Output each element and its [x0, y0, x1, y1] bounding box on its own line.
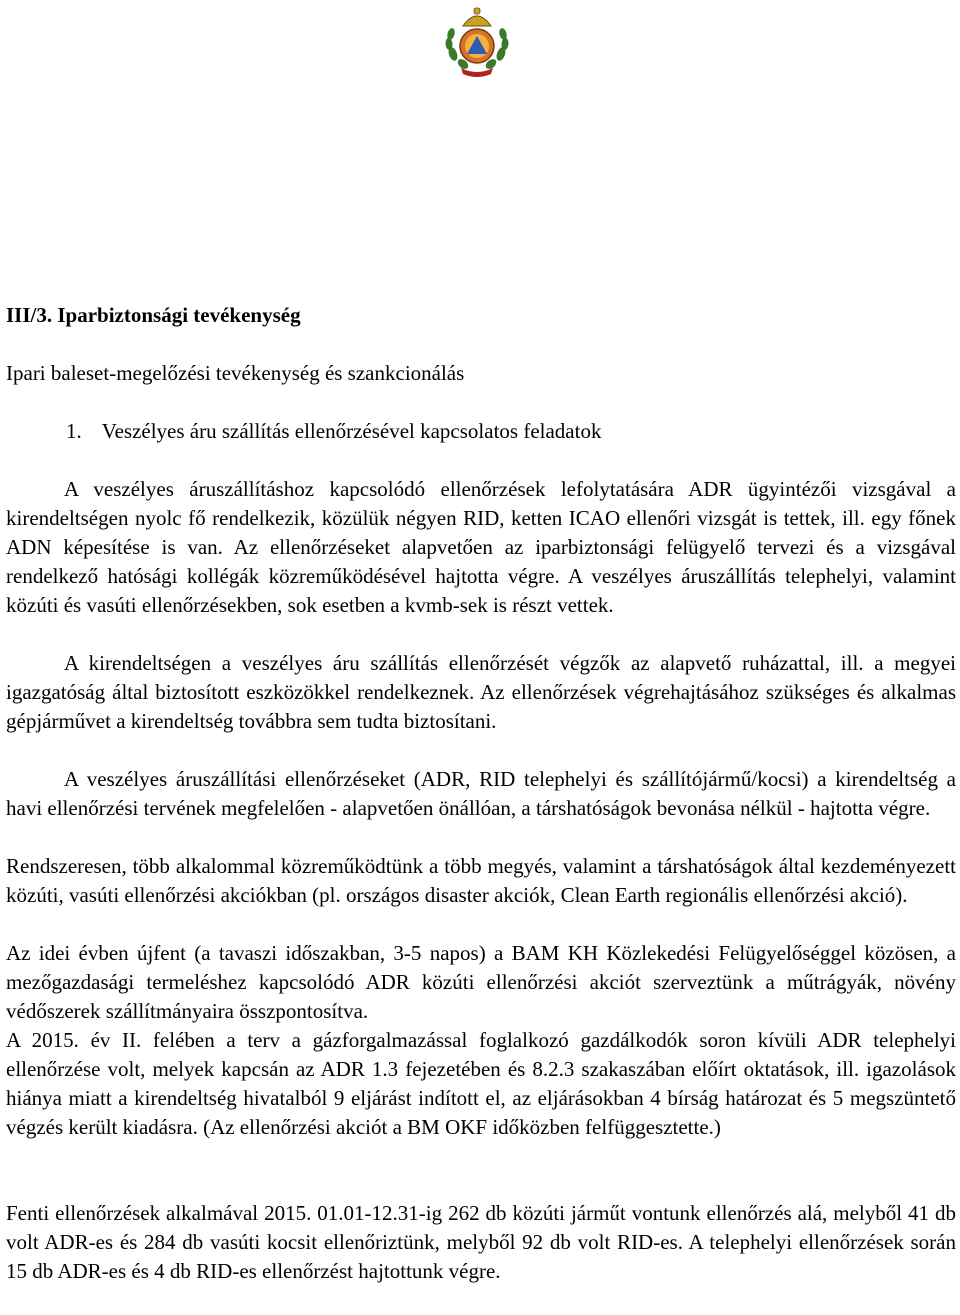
paragraph-joint-actions: Rendszeresen, több alkalommal közreműködtünk a több megyés, valamint a társhatóságok által kezdeményezett közúti, vasúti ellenőrzési akciókban (pl. országos disaster akciók, Clean Earth regionális ellenőrzési akció).	[6, 854, 956, 907]
section-title-text: Veszélyes áru szállítás ellenőrzésével kapcsolatos feladatok	[101, 419, 602, 443]
section-number: 1.	[66, 419, 82, 443]
civil-protection-emblem	[441, 4, 513, 80]
paragraph-inspections: A veszélyes áruszállítási ellenőrzéseket (ADR, RID telephelyi és szállítójármű/kocsi) a kirendeltség a havi ellenőrzési tervének megfelelően - alapvetően önállóan, a társhatóságok bevonása nélkül - hajtotta végre.	[6, 767, 956, 820]
subheading: Ipari baleset-megelőzési tevékenység és szankcionálás	[6, 361, 465, 385]
paragraph-statistics: Fenti ellenőrzések alkalmával 2015. 01.01-12.31-ig 262 db közúti járműt vontunk ellenőrzés alá, melyből 41 db volt ADR-es és 284 db vasúti kocsit ellenőriztünk, melyből 92 db volt RID-es. A telephelyi ellenőrzések során 15 db ADR-es és 4 db RID-es ellenőrzést hajtottunk végre.	[6, 1201, 956, 1283]
page-heading: III/3. Iparbiztonsági tevékenység	[6, 303, 301, 327]
paragraph-gas-distributors: A 2015. év II. felében a terv a gázforgalmazással foglalkozó gazdálkodók soron kívüli ADR telephelyi ellenőrzése volt, melyek kapcsán az ADR 1.3 fejezetében és 8.2.3 szakaszában előírt oktatások, ill. igazolások hiánya miatt a kirendeltség hivatalból 9 eljárást indított el, az eljárásokban 4 bírság határozat és 5 megszüntető végzés került kiadásra. (Az ellenőrzési akciót a BM OKF időközben felfüggesztette.)	[6, 1028, 956, 1139]
paragraph-agricultural-action: Az idei évben újfent (a tavaszi időszakban, 3-5 napos) a BAM KH Közlekedési Felügyelőséggel közösen, a mezőgazdasági termeléshez kapcsolódó ADR közúti ellenőrzési akciót szerveztünk a műtrágyák, növény védőszerek szállítmányaira összpontosítva.	[6, 941, 956, 1023]
paragraph-staff-qualifications: A veszélyes áruszállításhoz kapcsolódó ellenőrzések lefolytatására ADR ügyintézői vizsgával a kirendeltségen nyolc fő rendelkezik, közülük négyen RID, ketten ICAO ellenőri vizsgát is tettek, ill. egy főnek ADN képesítése is van. Az ellenőrzéseket alapvetően az iparbiztonsági felügyelő tervezi és a vizsgával rendelkező hatósági kollégák közreműködésével hajtotta végre. A veszélyes áruszállítás telephelyi, valamint közúti és vasúti ellenőrzésekben, sok esetben a kvmb-sek is részt vettek.	[6, 477, 956, 617]
paragraph-equipment: A kirendeltségen a veszélyes áru szállítás ellenőrzését végzők az alapvető ruházattal, ill. a megyei igazgatóság által biztosított eszközökkel rendelkeznek. Az ellenőrzések végrehajtásához szükséges és alkalmas gépjárművet a kirendeltség továbbra sem tudta biztosítani.	[6, 651, 956, 733]
section-title	[66, 419, 601, 444]
